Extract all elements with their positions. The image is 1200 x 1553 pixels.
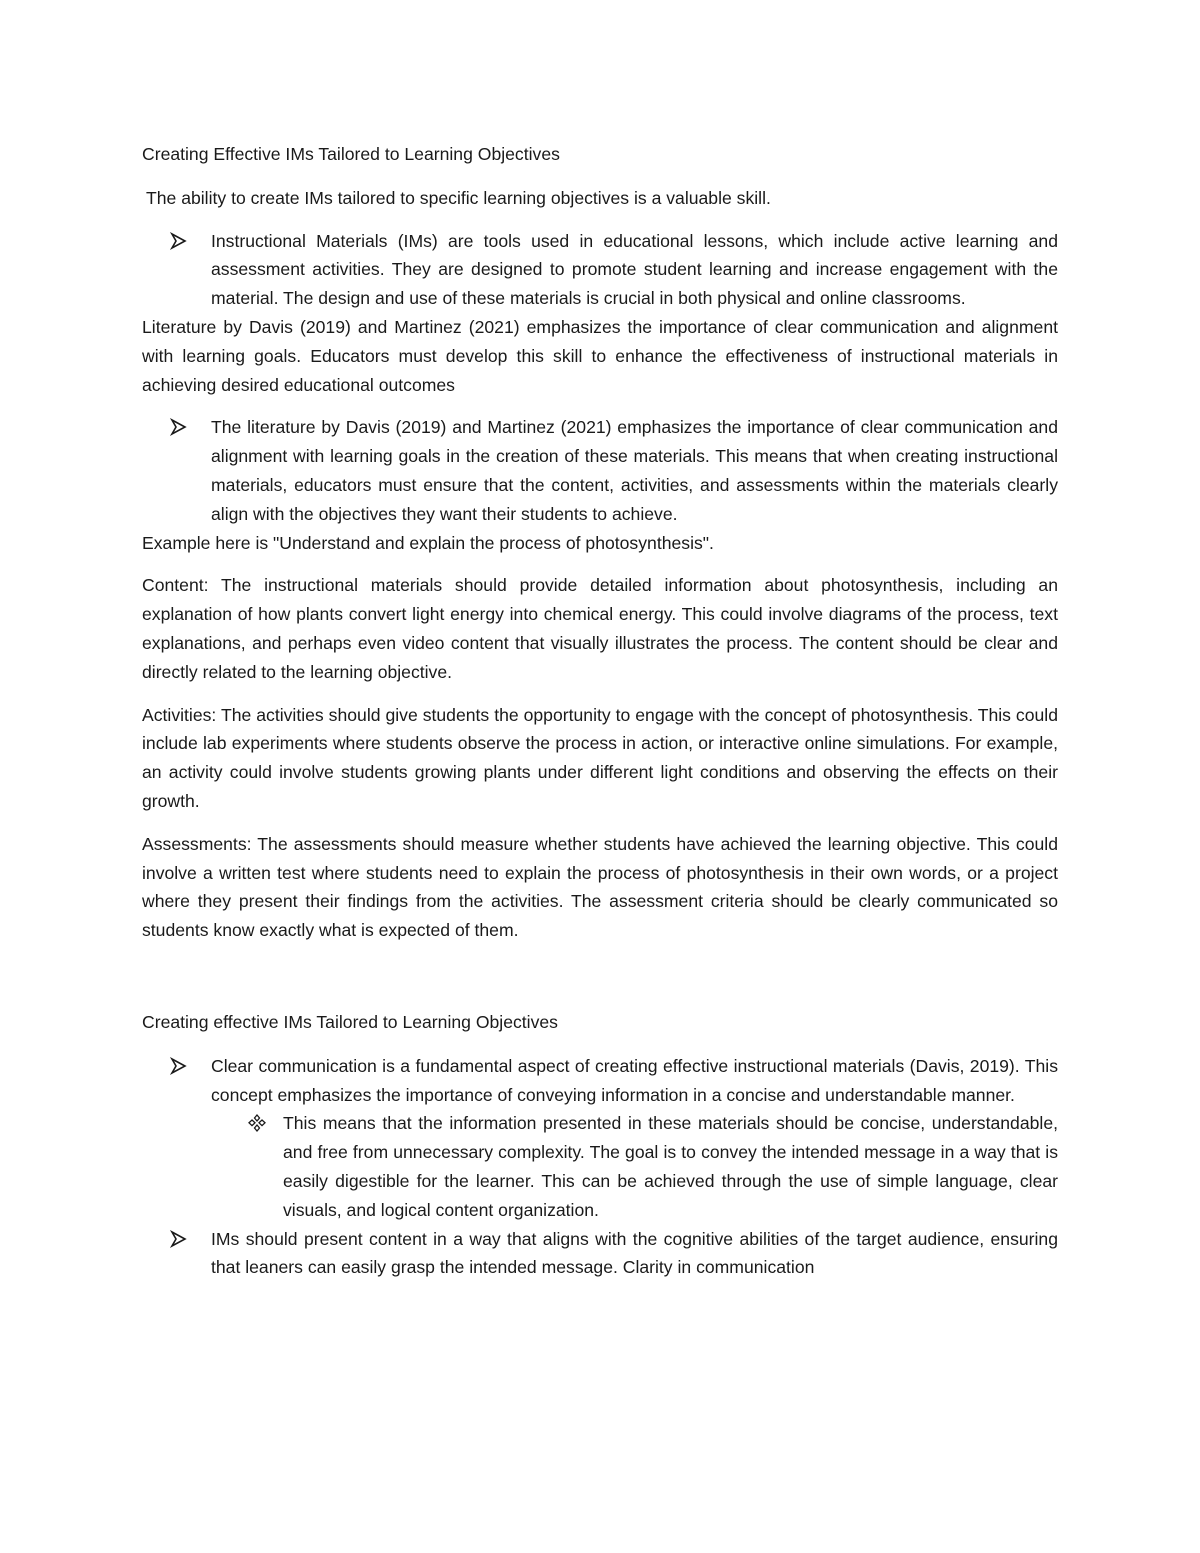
content-text: The instructional materials should provide detailed information about photosynthesis, including an explanation of how plants convert light energy into chemical energy. This could involve diagrams of the process, text explanations, and perhaps even video content that visually illustrates the process. The content should be clear and directly related to the learning objective. [142,575,1058,682]
section2-bullet-1 [142,1052,1058,1110]
assessments-paragraph [142,830,1058,945]
section2-bullet-2 [142,1225,1058,1283]
assessments-label: Assessments: [142,833,252,854]
section1-bullet-2 [142,413,1058,528]
section2-bullet-1-text: Clear communication is a fundamental aspect of creating effective instructional materials (Davis, 2019). This concept emphasizes the importance of conveying information in a concise and understandable manner. [211,1055,1058,1105]
arrowhead-bullet-icon [168,413,190,441]
section1-bullet-1 [142,227,1058,313]
activities-paragraph [142,701,1058,816]
content-label: Content: [142,575,209,596]
section1-literature: Literature by Davis (2019) and Martinez (2021) emphasizes the importance of clear communication and alignment with learning goals. Educators must develop this skill to enhance the effectiveness of instructional materials in achieving desired educational outcomes [142,316,1058,395]
section1-intro: The ability to create IMs tailored to specific learning objectives is a valuable skill. [146,187,771,208]
content-paragraph [142,571,1058,686]
section2-bullet-2-text: IMs should present content in a way that aligns with the cognitive abilities of the target audience, ensuring that leaners can easily grasp the intended message. Clarity in communication [211,1228,1058,1278]
document-page [142,140,1058,1282]
activities-label: Activities: [142,704,217,725]
assessments-text: The assessments should measure whether students have achieved the learning objective. This could involve a written test where students need to explain the process of photosynthesis in their own words, or a project where they present their findings from the activities. The assessment criteria should be clearly communicated so students know exactly what is expected of them. [142,833,1058,941]
section2-subbullet-1-text: This means that the information presented in these materials should be concise, understandable, and free from unnecessary complexity. The goal is to convey the intended message in a way that is easily digestible for the learner. This can be achieved through the use of simple language, clear visuals, and logical content organization. [283,1113,1058,1220]
section1-title: Creating Effective IMs Tailored to Learning Objectives [142,144,560,164]
four-diamond-bullet-icon [246,1109,268,1137]
section1-bullet-1-text: Instructional Materials (IMs) are tools used in educational lessons, which include active learning and assessment activities. They are designed to promote student learning and increase engagement with the material. The design and use of these materials is crucial in both physical and online classrooms. [211,230,1058,309]
arrowhead-bullet-icon [168,227,190,255]
section2-title: Creating effective IMs Tailored to Learning Objectives [142,1011,558,1032]
section1-bullet-2-text: The literature by Davis (2019) and Martinez (2021) emphasizes the importance of clear communication and alignment with learning goals in the creation of these materials. This means that when creating instructional materials, educators must ensure that the content, activities, and assessments within the materials clearly align with the objectives they want their students to achieve. [211,417,1058,524]
activities-text: The activities should give students the opportunity to engage with the concept of photosynthesis. This could include lab experiments where students observe the process in action, or interactive online simulations. For example, an activity could involve students growing plants under different light conditions and observing the effects on their growth. [142,704,1058,811]
arrowhead-bullet-icon [168,1052,190,1080]
section1-example: Example here is "Understand and explain the process of photosynthesis". [142,532,714,553]
section2-subbullet-1 [142,1109,1058,1224]
arrowhead-bullet-icon [168,1225,190,1253]
